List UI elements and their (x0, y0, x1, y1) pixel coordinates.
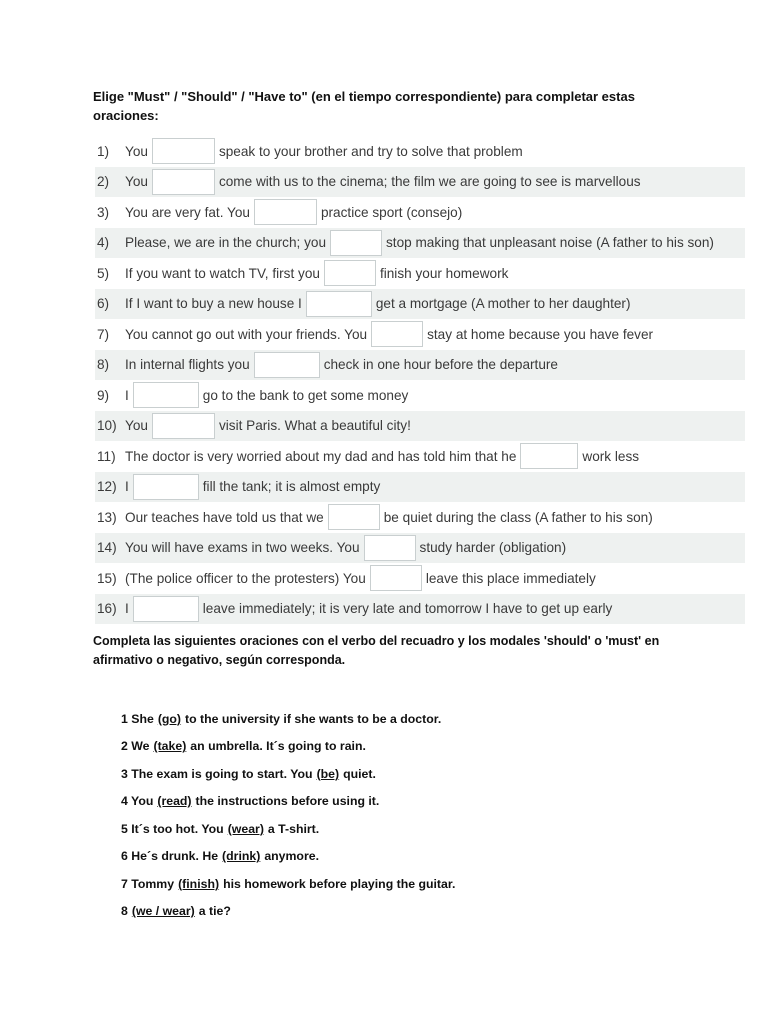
item-number: 12) (97, 479, 117, 495)
sentence-start: 8 (121, 904, 128, 919)
sentence-end: be quiet during the class (A father to his son) (383, 509, 653, 525)
sentence-end: get a mortgage (A mother to her daughter) (375, 296, 631, 312)
item-number: 14) (97, 540, 117, 556)
answer-gap[interactable] (520, 443, 578, 469)
sentence-start: 4 You (121, 794, 154, 809)
sentence-start: 3 The exam is going to start. You (121, 766, 313, 781)
exercise2-row (121, 733, 455, 761)
item-number: 9) (97, 387, 110, 403)
item-number: 16) (97, 601, 117, 617)
sentence-end: a T-shirt. (267, 821, 320, 836)
sentence-start: If you want to watch TV, first you (125, 265, 320, 281)
sentence-end: check in one hour before the departure (323, 357, 558, 373)
answer-gap[interactable] (152, 138, 215, 164)
sentence-end: quiet. (343, 766, 376, 781)
sentence-end: an umbrella. It´s going to rain. (190, 739, 366, 754)
sentence-start: If I want to buy a new house I (125, 296, 302, 312)
sentence-start: The doctor is very worried about my dad and has told him that he (125, 448, 517, 464)
sentence-end: leave this place immediately (425, 570, 596, 586)
exercise-row (95, 136, 745, 167)
verb-cue: (take) (153, 739, 187, 754)
sentence-start: You (125, 418, 148, 434)
sentence-end: study harder (obligation) (419, 540, 567, 556)
verb-cue: (finish) (178, 876, 220, 891)
sentence-start: You (125, 143, 148, 159)
exercise-row (95, 502, 745, 533)
item-number: 11) (97, 448, 116, 464)
sentence-start: You are very fat. You (125, 204, 250, 220)
sentence-end: the instructions before using it. (195, 794, 380, 809)
item-number: 7) (97, 326, 110, 342)
verb-cue: (read) (157, 794, 192, 809)
exercise-row (95, 197, 745, 228)
sentence-start: I (125, 601, 129, 617)
sentence-start: 2 We (121, 739, 150, 754)
exercise2-row (121, 870, 455, 898)
exercise-row (95, 319, 745, 350)
sentence-start: 6 He´s drunk. He (121, 849, 219, 864)
sentence-start: I (125, 479, 129, 495)
answer-gap[interactable] (371, 321, 423, 347)
exercise-row (95, 533, 745, 564)
answer-gap[interactable] (254, 199, 317, 225)
sentence-start: You will have exams in two weeks. You (125, 540, 360, 556)
sentence-end: come with us to the cinema; the film we are going to see is marvellous (218, 174, 641, 190)
exercise-row (95, 289, 745, 320)
answer-gap[interactable] (364, 535, 416, 561)
exercise1-list (95, 136, 745, 624)
verb-cue: (we / wear) (131, 904, 195, 919)
exercise2-row (121, 843, 455, 871)
exercise2-row (121, 788, 455, 816)
exercise2-row (121, 815, 455, 843)
answer-gap[interactable] (370, 565, 422, 591)
item-number: 13) (97, 509, 117, 525)
exercise2-list (121, 705, 455, 925)
sentence-end: go to the bank to get some money (202, 387, 409, 403)
sentence-end: fill the tank; it is almost empty (202, 479, 381, 495)
sentence-end: stop making that unpleasant noise (A father to his son) (386, 235, 714, 251)
exercise-row (95, 380, 745, 411)
sentence-start: In internal flights you (125, 357, 250, 373)
sentence-start: 1 She (121, 711, 154, 726)
item-number: 1) (97, 143, 110, 159)
item-number: 10) (97, 418, 117, 434)
exercise-row (95, 228, 745, 259)
sentence-start: 5 It´s too hot. You (121, 821, 224, 836)
answer-gap[interactable] (306, 291, 372, 317)
verb-cue: (wear) (227, 821, 264, 836)
item-number: 3) (97, 204, 110, 220)
exercise-row (95, 563, 745, 594)
sentence-start: You cannot go out with your friends. You (125, 326, 368, 342)
exercise2-row (121, 760, 455, 788)
answer-gap[interactable] (152, 413, 215, 439)
sentence-start: (The police officer to the protesters) You (125, 570, 366, 586)
item-number: 4) (97, 235, 110, 251)
verb-cue: (be) (316, 766, 340, 781)
item-number: 15) (97, 570, 117, 586)
sentence-start: I (125, 387, 129, 403)
item-number: 6) (97, 296, 110, 312)
sentence-end: leave immediately; it is very late and tomorrow I have to get up early (202, 601, 613, 617)
answer-gap[interactable] (133, 382, 199, 408)
exercise-row (95, 258, 745, 289)
section2-instruction: Completa las siguientes oraciones con el verbo del recuadro y los modales 'should' o 'must' en afirmativo o negativo, según corresponda. (93, 634, 660, 667)
item-number: 5) (97, 265, 110, 281)
answer-gap[interactable] (324, 260, 376, 286)
exercise-row (95, 167, 745, 198)
sentence-start: 7 Tommy (121, 876, 175, 891)
item-number: 2) (97, 174, 110, 190)
sentence-start: Please, we are in the church; you (125, 235, 326, 251)
answer-gap[interactable] (133, 596, 199, 622)
answer-gap[interactable] (328, 504, 380, 530)
verb-cue: (drink) (222, 849, 261, 864)
exercise-row (95, 594, 745, 625)
sentence-end: his homework before playing the guitar. (223, 876, 456, 891)
item-number: 8) (97, 357, 110, 373)
sentence-end: practice sport (consejo) (320, 204, 463, 220)
answer-gap[interactable] (133, 474, 199, 500)
answer-gap[interactable] (152, 169, 215, 195)
exercise-row (95, 350, 745, 381)
answer-gap[interactable] (330, 230, 382, 256)
sentence-end: stay at home because you have fever (427, 326, 654, 342)
exercise-row (95, 472, 745, 503)
exercise-row (95, 441, 745, 472)
sentence-end: speak to your brother and try to solve that problem (218, 143, 523, 159)
sentence-end: visit Paris. What a beautiful city! (218, 418, 411, 434)
exercise2-row (121, 898, 455, 926)
sentence-end: a tie? (198, 904, 231, 919)
sentence-end: to the university if she wants to be a doctor. (185, 711, 442, 726)
exercise2-row (121, 705, 455, 733)
exercise-row (95, 411, 745, 442)
section1-instruction: Elige "Must" / "Should" / "Have to" (en el tiempo correspondiente) para completar estas oraciones: (93, 89, 635, 123)
sentence-end: finish your homework (379, 265, 509, 281)
sentence-end: work less (582, 448, 640, 464)
sentence-end: anymore. (264, 849, 319, 864)
sentence-start: Our teaches have told us that we (125, 509, 324, 525)
verb-cue: (go) (157, 711, 182, 726)
sentence-start: You (125, 174, 148, 190)
answer-gap[interactable] (254, 352, 320, 378)
